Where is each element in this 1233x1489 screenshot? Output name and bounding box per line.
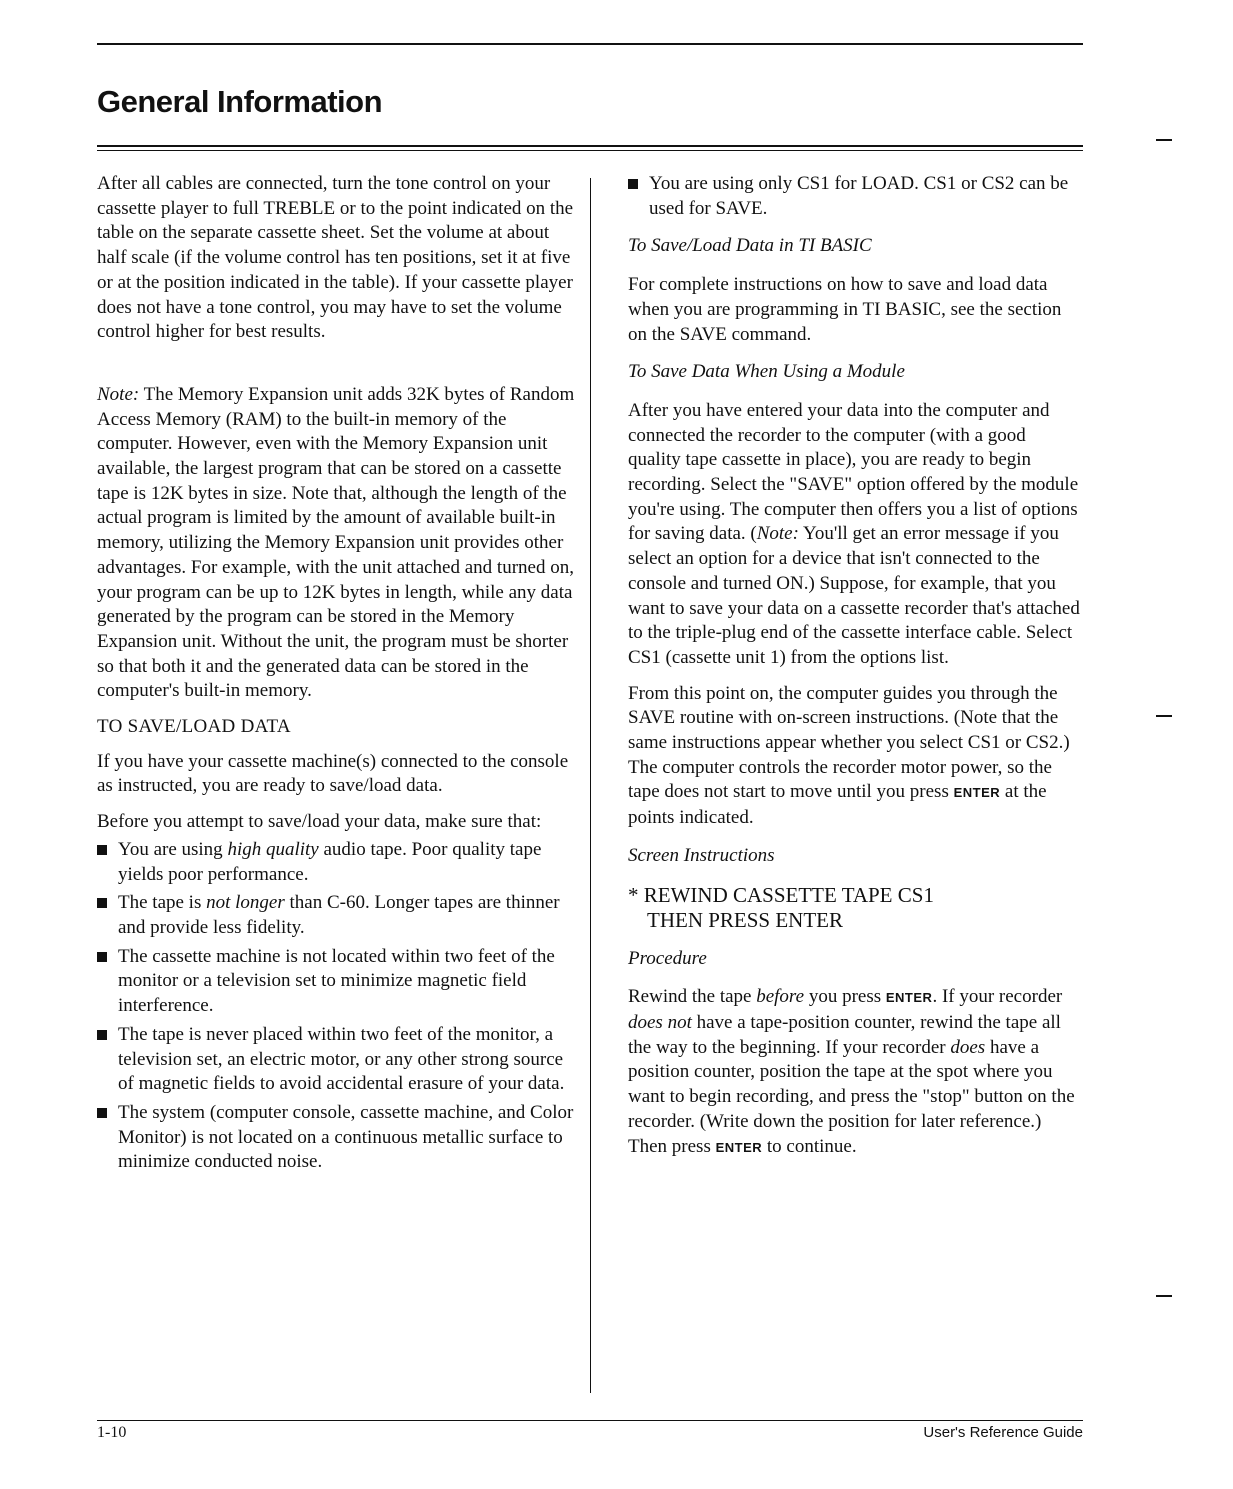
- note-label: Note:: [97, 383, 140, 405]
- emphasis: not longer: [206, 892, 285, 914]
- page-number: 1-10: [97, 1424, 127, 1441]
- paragraph-text: have a position counter, position the tape at the spot where you want to begin recording, and press the "stop" button on the recorder. (Write down the position for later reference.) Then press: [628, 1036, 1075, 1157]
- paragraph-text: You'll get an error message if you select an option for a device that isn't connected to the console and turned ON.) Suppose, for example, that you want to save your data on a cassette recorder that's attached to the triple-plug end of the cassette interface cable. Select CS1 (cassette unit 1) from the options list.: [628, 523, 1080, 668]
- paragraph-save-routine: [628, 682, 1083, 831]
- right-column: [628, 172, 1083, 1171]
- note-text: The Memory Expansion unit adds 32K bytes of Random Access Memory (RAM) to the built-in memory of the computer. However, even with the Memory Expansion unit available, the largest program that can be stored on a cassette tape is 12K bytes in size. Note that, although the length of the actual program is limited by the amount of available built-in memory, utilizing the Memory Expansion unit provides other advantages. For example, with the unit attached and turned on, your program can be up to 12K bytes in length, while any data generated by the program can be stored in the Memory Expansion unit. Without the unit, the program must be shorter so that both it and the generated data can be stored in the computer's built-in memory.: [97, 383, 575, 702]
- emphasis: does: [950, 1036, 986, 1058]
- left-column: [97, 172, 577, 1186]
- emphasis: high quality: [227, 838, 319, 860]
- top-rule: [97, 43, 1083, 45]
- paragraph-text: . If your recorder: [932, 986, 1063, 1008]
- emphasis: does not: [628, 1011, 692, 1033]
- page-title: General Information: [97, 84, 383, 119]
- enter-key-label: ENTER: [953, 785, 1001, 801]
- screen-line: * REWIND CASSETTE TAPE CS1: [628, 882, 934, 907]
- enter-key-label: ENTER: [715, 1139, 763, 1155]
- guide-title: User's Reference Guide: [923, 1424, 1083, 1441]
- note-label: Note:: [756, 523, 799, 545]
- paragraph-text: at the points indicated.: [628, 781, 1047, 829]
- margin-mark: [1156, 715, 1172, 717]
- paragraph-ready: If you have your cassette machine(s) connected to the console as instructed, you are ready to save/load data.: [97, 750, 569, 797]
- screen-line: THEN PRESS ENTER: [647, 907, 844, 932]
- footer-rule: [97, 1420, 1083, 1421]
- list-item: The tape is never placed within two feet of the monitor, a television set, an electric motor, or any other strong source of magnetic fields to avoid accidental erasure of your data.: [97, 1023, 577, 1097]
- paragraph-text: After you have entered your data into the computer and connected the recorder to the computer (with a good quality tape cassette in place), you are ready to begin recording. Select the "SAVE" option offered by the module you're using. The computer then offers you a list of options for saving data. (: [628, 399, 1079, 545]
- paragraph-text: Rewind the tape: [628, 986, 757, 1008]
- subheading-procedure: Procedure: [628, 947, 707, 969]
- paragraph-make-sure: Before you attempt to save/load your data, make sure that:: [97, 811, 542, 833]
- paragraph-tone-control: After all cables are connected, turn the tone control on your cassette player to full TREBLE or to the point indicated on the table on the separate cassette sheet. Set the volume at about half scale (if the volume control has ten positions, set it at five or at the position indicated in the table). If your cassette player does not have a tone control, you may have to set the volume control higher for best results.: [97, 173, 574, 343]
- list-item: [97, 838, 577, 887]
- subheading-module: To Save Data When Using a Module: [628, 361, 905, 383]
- checklist-continued: [628, 172, 1083, 221]
- subheading-screen-instructions: Screen Instructions: [628, 844, 775, 866]
- margin-mark: [1156, 139, 1172, 141]
- paragraph-text: you press: [804, 986, 886, 1008]
- paragraph-text: to continue.: [762, 1135, 857, 1157]
- list-item: You are using only CS1 for LOAD. CS1 or CS2 can be used for SAVE.: [628, 172, 1083, 221]
- list-item: [97, 891, 577, 940]
- note-memory-expansion: [97, 383, 577, 704]
- paragraph-module: [628, 399, 1083, 671]
- list-item-text: The tape is: [118, 892, 207, 914]
- emphasis: before: [756, 986, 805, 1008]
- title-rule-thin: [97, 150, 1083, 151]
- list-item: The cassette machine is not located within two feet of the monitor or a television set to minimize magnetic field interference.: [97, 945, 577, 1019]
- paragraph-ti-basic: For complete instructions on how to save and load data when you are programming in TI BASIC, see the section on the SAVE command.: [628, 274, 1062, 345]
- paragraph-procedure: [628, 985, 1083, 1160]
- title-rule: [97, 145, 1083, 147]
- checklist: [97, 838, 577, 1175]
- screen-instructions: [628, 883, 1083, 933]
- list-item: The system (computer console, cassette machine, and Color Monitor) is not located on a continuous metallic surface to minimize conducted noise.: [97, 1101, 577, 1175]
- section-heading-save-load: TO SAVE/LOAD DATA: [97, 716, 291, 738]
- paragraph-text: have a tape-position counter, rewind the tape all the way to the beginning. If your recorder: [628, 1011, 1061, 1058]
- enter-key-label: ENTER: [885, 990, 933, 1006]
- paragraph-text: From this point on, the computer guides you through the SAVE routine with on-screen instructions. (Note that the same instructions appear whether you select CS1 or CS2.) The computer controls the recorder motor power, so the tape does not start to move until you press: [628, 682, 1070, 803]
- list-item-text: You are using: [118, 838, 228, 860]
- list-item-text: audio tape. Poor quality tape yields poor performance.: [118, 838, 542, 885]
- margin-mark: [1156, 1295, 1172, 1297]
- list-item-text: than C-60. Longer tapes are thinner and provide less fidelity.: [118, 892, 560, 938]
- column-divider: [590, 178, 591, 1393]
- subheading-ti-basic: To Save/Load Data in TI BASIC: [628, 235, 872, 257]
